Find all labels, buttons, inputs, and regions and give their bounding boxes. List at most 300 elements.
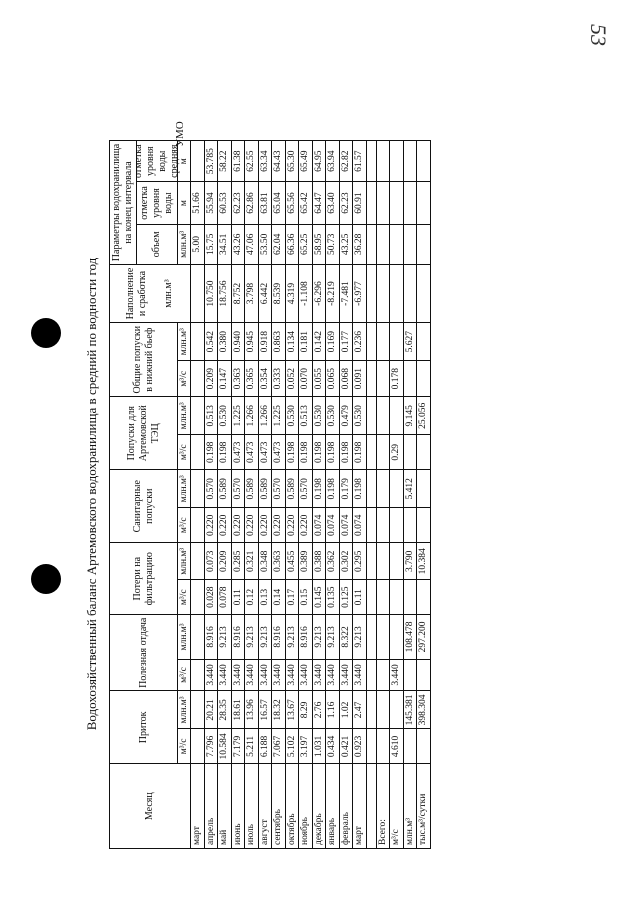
table-cell: 9.213: [312, 615, 326, 659]
table-cell: 0.055: [312, 361, 326, 397]
table-cell: 0.473: [258, 435, 272, 470]
table-cell: 0.125: [339, 580, 353, 615]
table-cell: 3.440: [272, 659, 286, 691]
table-cell: 13.67: [285, 691, 299, 729]
table-cell: 297.200: [417, 615, 431, 659]
table-cell: 25.056: [417, 397, 431, 435]
table-cell: 16.57: [258, 691, 272, 729]
table-cell: 43.25: [339, 224, 353, 264]
table-row: [390, 141, 404, 849]
blank-cell: [366, 729, 376, 764]
table-cell: 18.32: [272, 691, 286, 729]
table-cell: май: [218, 764, 232, 849]
table-cell: 0.198: [312, 470, 326, 508]
table-cell: 55.94: [204, 182, 218, 224]
table-cell: 0.333: [272, 361, 286, 397]
spacer-row: [366, 141, 376, 849]
table-cell: 64.43: [272, 141, 286, 182]
table-cell: 0.145: [312, 580, 326, 615]
header-delivery: Полезная отдача: [110, 615, 178, 691]
table-row: [417, 141, 431, 849]
header-tec: Попуски для Артемовской ТЭЦ: [110, 397, 178, 470]
table-row: [218, 141, 232, 849]
table-cell: тыс.м³/сутки: [417, 764, 431, 849]
table-row: [299, 141, 313, 849]
table-cell: 0.220: [218, 508, 232, 543]
table-cell: 0.388: [312, 543, 326, 580]
table-cell: 0.198: [339, 435, 353, 470]
unit-m3s: м³/с: [178, 435, 191, 470]
table-cell: 0.074: [326, 508, 340, 543]
table-cell: 65.56: [285, 182, 299, 224]
unit-m: м: [178, 182, 191, 224]
table-cell: 65.49: [299, 141, 313, 182]
table-cell: [417, 264, 431, 322]
table-cell: 1.031: [312, 729, 326, 764]
table-cell: 0.11: [353, 580, 367, 615]
table-cell: 0.589: [218, 470, 232, 508]
table-cell: 3.440: [285, 659, 299, 691]
table-cell: [403, 659, 417, 691]
blank-cell: [376, 224, 390, 264]
table-cell: 64.95: [312, 141, 326, 182]
table-cell: 0.570: [204, 470, 218, 508]
table-cell: 1.02: [339, 691, 353, 729]
table-cell: 8.916: [231, 615, 245, 659]
table-cell: [403, 580, 417, 615]
unit-m3s: м³/с: [178, 729, 191, 764]
blank-cell: [376, 543, 390, 580]
table-cell: 6.188: [258, 729, 272, 764]
table-cell: 0.589: [258, 470, 272, 508]
table-cell: 7.067: [272, 729, 286, 764]
table-cell: 7.179: [231, 729, 245, 764]
table-cell: 0.198: [326, 470, 340, 508]
blank-cell: [376, 323, 390, 361]
table-cell: 0.570: [231, 470, 245, 508]
table-cell: 9.213: [285, 615, 299, 659]
blank-cell: [376, 580, 390, 615]
table-cell: 65.25: [299, 224, 313, 264]
table-cell: 0.589: [285, 470, 299, 508]
blank-cell: [366, 543, 376, 580]
header-inflow: Приток: [110, 691, 178, 764]
table-cell: 0.295: [353, 543, 367, 580]
unit-mln: млн.м³: [178, 691, 191, 729]
table-cell: 0.513: [204, 397, 218, 435]
table-row: [403, 141, 417, 849]
blank-cell: [366, 470, 376, 508]
table-cell: 62.82: [339, 141, 353, 182]
table-cell: [403, 508, 417, 543]
table-cell: 2.47: [353, 691, 367, 729]
table-cell: 0.236: [353, 323, 367, 361]
unit-mln: млн.м³: [178, 397, 191, 435]
table-cell: 4.610: [390, 729, 404, 764]
blank-cell: [376, 691, 390, 729]
table-cell: июль: [245, 764, 259, 849]
table-cell: 1.16: [326, 691, 340, 729]
table-cell: 0.142: [312, 323, 326, 361]
table-cell: [390, 691, 404, 729]
table-cell: 0.473: [231, 435, 245, 470]
table-cell: 0.169: [326, 323, 340, 361]
header-level-avg: отметка уровня воды средняя: [133, 144, 180, 178]
table-cell: [191, 543, 205, 580]
table-cell: 50.73: [326, 224, 340, 264]
blank-cell: [366, 615, 376, 659]
table-cell: 4.319: [285, 264, 299, 322]
table-cell: 53.50: [258, 224, 272, 264]
table-cell: 0.074: [312, 508, 326, 543]
table-cell: 3.440: [326, 659, 340, 691]
table-cell: 3.440: [204, 659, 218, 691]
table-cell: октябрь: [285, 764, 299, 849]
blank-cell: [376, 659, 390, 691]
table-cell: 0.17: [285, 580, 299, 615]
table-cell: 0.363: [231, 361, 245, 397]
table-cell: 0.181: [299, 323, 313, 361]
blank-cell: [366, 264, 376, 322]
table-cell: 0.198: [218, 435, 232, 470]
table-cell: 108.478: [403, 615, 417, 659]
table-row: [312, 141, 326, 849]
table-cell: 0.363: [272, 543, 286, 580]
unit-m: м: [178, 141, 191, 182]
table-cell: 0.530: [312, 397, 326, 435]
table-cell: 0.134: [285, 323, 299, 361]
table-cell: ноябрь: [299, 764, 313, 849]
table-cell: 0.220: [231, 508, 245, 543]
blank-cell: [376, 615, 390, 659]
table-cell: [191, 615, 205, 659]
table-cell: июнь: [231, 764, 245, 849]
table-cell: [191, 729, 205, 764]
unit-mln: млн.м³: [178, 543, 191, 580]
table-cell: 0.074: [353, 508, 367, 543]
table-cell: [417, 182, 431, 224]
table-cell: [390, 397, 404, 435]
table-cell: [390, 580, 404, 615]
blank-cell: [366, 323, 376, 361]
table-cell: [403, 435, 417, 470]
header-params-label: Параметры водохранилища на конец интервала: [110, 141, 137, 264]
table-cell: 0.434: [326, 729, 340, 764]
table-cell: -1.108: [299, 264, 313, 322]
table-cell: 0.362: [326, 543, 340, 580]
blank-cell: [366, 435, 376, 470]
blank-cell: [366, 182, 376, 224]
table-cell: 0.530: [353, 397, 367, 435]
table-row: [191, 141, 205, 849]
table-cell: 18.61: [231, 691, 245, 729]
table-cell: 60.91: [353, 182, 367, 224]
table-cell: 51.66: [191, 182, 205, 224]
table-cell: 8.539: [272, 264, 286, 322]
table-cell: [191, 508, 205, 543]
blank-cell: [376, 397, 390, 435]
table-cell: 0.220: [258, 508, 272, 543]
table-cell: 53.785: [204, 141, 218, 182]
table-cell: 63.40: [326, 182, 340, 224]
table-cell: 36.28: [353, 224, 367, 264]
table-cell: 7.796: [204, 729, 218, 764]
table-cell: 3.440: [258, 659, 272, 691]
table-cell: 0.220: [299, 508, 313, 543]
table-cell: [417, 224, 431, 264]
table-cell: 5.211: [245, 729, 259, 764]
table-cell: [390, 264, 404, 322]
table-cell: 0.321: [245, 543, 259, 580]
table-cell: [390, 141, 404, 182]
table-cell: 3.440: [390, 659, 404, 691]
table-cell: 0.198: [353, 470, 367, 508]
unit-mln: млн.м³: [178, 323, 191, 361]
table-row: [326, 141, 340, 849]
table-row: [285, 141, 299, 849]
table-cell: 0.11: [231, 580, 245, 615]
table-row: [339, 141, 353, 849]
table-cell: 63.34: [258, 141, 272, 182]
table-cell: 10.384: [417, 543, 431, 580]
table-cell: 0.179: [339, 470, 353, 508]
table-cell: 0.570: [299, 470, 313, 508]
table-cell: 64.47: [312, 182, 326, 224]
table-cell: 9.213: [258, 615, 272, 659]
table-cell: 0.923: [353, 729, 367, 764]
table-cell: м³/с: [390, 764, 404, 849]
table-cell: 5.00: [191, 224, 205, 264]
water-balance-table: [109, 140, 431, 849]
table-cell: 3.440: [339, 659, 353, 691]
table-cell: -6.977: [353, 264, 367, 322]
table-cell: март: [353, 764, 367, 849]
table-cell: 0.29: [390, 435, 404, 470]
table-cell: [191, 470, 205, 508]
unit-mln: млн.м³: [178, 224, 191, 264]
table-cell: 8.29: [299, 691, 313, 729]
unit-mln: млн.м³: [178, 470, 191, 508]
header-fill: [110, 264, 191, 322]
blank-cell: [376, 264, 390, 322]
table-cell: 0.530: [218, 397, 232, 435]
header-fill-label: Наполнение и сработка: [125, 267, 148, 320]
table-cell: [191, 323, 205, 361]
table-cell: 0.348: [258, 543, 272, 580]
table-cell: [403, 361, 417, 397]
table-cell: 0.542: [204, 323, 218, 361]
table-cell: 0.178: [390, 361, 404, 397]
table-cell: 0.14: [272, 580, 286, 615]
table-cell: 13.96: [245, 691, 259, 729]
table-cell: 10.584: [218, 729, 232, 764]
table-cell: 61.38: [231, 141, 245, 182]
table-cell: 6.442: [258, 264, 272, 322]
table-cell: 0.220: [285, 508, 299, 543]
table-cell: декабрь: [312, 764, 326, 849]
table-cell: 1.266: [245, 397, 259, 435]
table-cell: 9.213: [245, 615, 259, 659]
table-cell: 60.53: [218, 182, 232, 224]
table-cell: 62.86: [245, 182, 259, 224]
table-cell: [191, 435, 205, 470]
table-cell: август: [258, 764, 272, 849]
table-cell: 0.135: [326, 580, 340, 615]
unit-m3s: м³/с: [178, 508, 191, 543]
table-cell: 3.440: [299, 659, 313, 691]
table-row: [245, 141, 259, 849]
punch-hole-top: [31, 318, 61, 348]
table-cell: [191, 141, 205, 182]
table-cell: апрель: [204, 764, 218, 849]
table-cell: 0.389: [299, 543, 313, 580]
table-cell: [403, 729, 417, 764]
blank-cell: [366, 141, 376, 182]
blank-cell: [376, 729, 390, 764]
blank-cell: [376, 470, 390, 508]
table-cell: 5.412: [403, 470, 417, 508]
table-cell: 0.198: [312, 435, 326, 470]
table-cell: 9.213: [326, 615, 340, 659]
table-cell: [191, 397, 205, 435]
table-cell: 0.473: [272, 435, 286, 470]
table-cell: 0.479: [339, 397, 353, 435]
table-cell: 0.302: [339, 543, 353, 580]
unit-m3s: м³/с: [178, 580, 191, 615]
table-cell: 58.22: [218, 141, 232, 182]
document-title: Водохозяйственный баланс Артемовского водохранилища в средний по водности год: [84, 257, 99, 731]
header-filtration: Потери на фильтрацию: [110, 543, 178, 615]
table-cell: 34.51: [218, 224, 232, 264]
table-cell: [417, 323, 431, 361]
table-cell: [417, 470, 431, 508]
table-cell: 0.285: [231, 543, 245, 580]
table-cell: февраль: [339, 764, 353, 849]
unit-m3s: м³/с: [178, 361, 191, 397]
blank-cell: [376, 182, 390, 224]
table-cell: 0.078: [218, 580, 232, 615]
table-cell: март: [191, 764, 205, 849]
table-cell: 3.197: [299, 729, 313, 764]
table-cell: 0.12: [245, 580, 259, 615]
punch-hole-bottom: [31, 564, 61, 594]
table-cell: -8.219: [326, 264, 340, 322]
table-cell: 0.147: [218, 361, 232, 397]
table-cell: 0.198: [204, 435, 218, 470]
table-row: [353, 141, 367, 849]
table-cell: 398.304: [417, 691, 431, 729]
table-cell: 61.57: [353, 141, 367, 182]
blank-cell: [366, 397, 376, 435]
table-cell: 0.073: [204, 543, 218, 580]
table-cell: 0.068: [339, 361, 353, 397]
table-cell: [417, 141, 431, 182]
table-cell: 0.198: [299, 435, 313, 470]
table-cell: 3.798: [245, 264, 259, 322]
table-cell: 0.177: [339, 323, 353, 361]
table-cell: 8.916: [299, 615, 313, 659]
blank-cell: [376, 141, 390, 182]
header-total-release: Общие попуски в нижний бьеф: [110, 323, 178, 397]
table-cell: [403, 182, 417, 224]
blank-cell: [366, 764, 376, 849]
table-cell: 5.627: [403, 323, 417, 361]
table-cell: 0.074: [339, 508, 353, 543]
table-cell: 0.354: [258, 361, 272, 397]
table-cell: [191, 691, 205, 729]
table-cell: 0.530: [326, 397, 340, 435]
header-sanitary: Санитарные попуски: [110, 470, 178, 543]
table-cell: 8.322: [339, 615, 353, 659]
table-cell: [191, 580, 205, 615]
table-cell: 0.070: [299, 361, 313, 397]
table-cell: [191, 361, 205, 397]
unit-m3s: м³/с: [178, 659, 191, 691]
blank-cell: [366, 691, 376, 729]
table-cell: 3.440: [245, 659, 259, 691]
table-cell: 18.756: [218, 264, 232, 322]
table-cell: 63.94: [326, 141, 340, 182]
table-cell: [403, 141, 417, 182]
table-cell: 65.30: [285, 141, 299, 182]
table-cell: 62.23: [231, 182, 245, 224]
table-cell: 8.916: [272, 615, 286, 659]
header-params-sub: [133, 141, 180, 264]
blank-cell: [366, 361, 376, 397]
unit-mln: млн.м³: [178, 615, 191, 659]
table-cell: 20.21: [204, 691, 218, 729]
table-cell: 2.76: [312, 691, 326, 729]
blank-cell: [376, 508, 390, 543]
header-volume: объем: [137, 224, 177, 264]
table-cell: 0.473: [245, 435, 259, 470]
table-cell: [390, 182, 404, 224]
table-cell: [390, 543, 404, 580]
table-cell: 63.81: [258, 182, 272, 224]
table-cell: 0.513: [299, 397, 313, 435]
blank-cell: [376, 435, 390, 470]
table-cell: [403, 224, 417, 264]
table-cell: 3.440: [353, 659, 367, 691]
table-cell: 1.225: [272, 397, 286, 435]
rotated-sheet: [84, 139, 429, 849]
table-cell: 0.918: [258, 323, 272, 361]
table-cell: 62.55: [245, 141, 259, 182]
table-cell: 47.06: [245, 224, 259, 264]
table-cell: [390, 615, 404, 659]
table-cell: 0.052: [285, 361, 299, 397]
table-cell: 0.220: [272, 508, 286, 543]
table-cell: [417, 729, 431, 764]
table-cell: 0.209: [204, 361, 218, 397]
table-cell: 0.198: [285, 435, 299, 470]
table-cell: 0.198: [353, 435, 367, 470]
table-cell: 0.455: [285, 543, 299, 580]
table-cell: январь: [326, 764, 340, 849]
table-cell: 8.916: [204, 615, 218, 659]
table-cell: 9.213: [218, 615, 232, 659]
table-cell: 0.15: [299, 580, 313, 615]
table-cell: [390, 470, 404, 508]
table-cell: 0.198: [326, 435, 340, 470]
table-cell: 58.95: [312, 224, 326, 264]
table-cell: 0.220: [245, 508, 259, 543]
table-cell: 0.589: [245, 470, 259, 508]
table-cell: 0.421: [339, 729, 353, 764]
table-cell: 0.13: [258, 580, 272, 615]
table-cell: 0.091: [353, 361, 367, 397]
table-cell: 0.220: [204, 508, 218, 543]
